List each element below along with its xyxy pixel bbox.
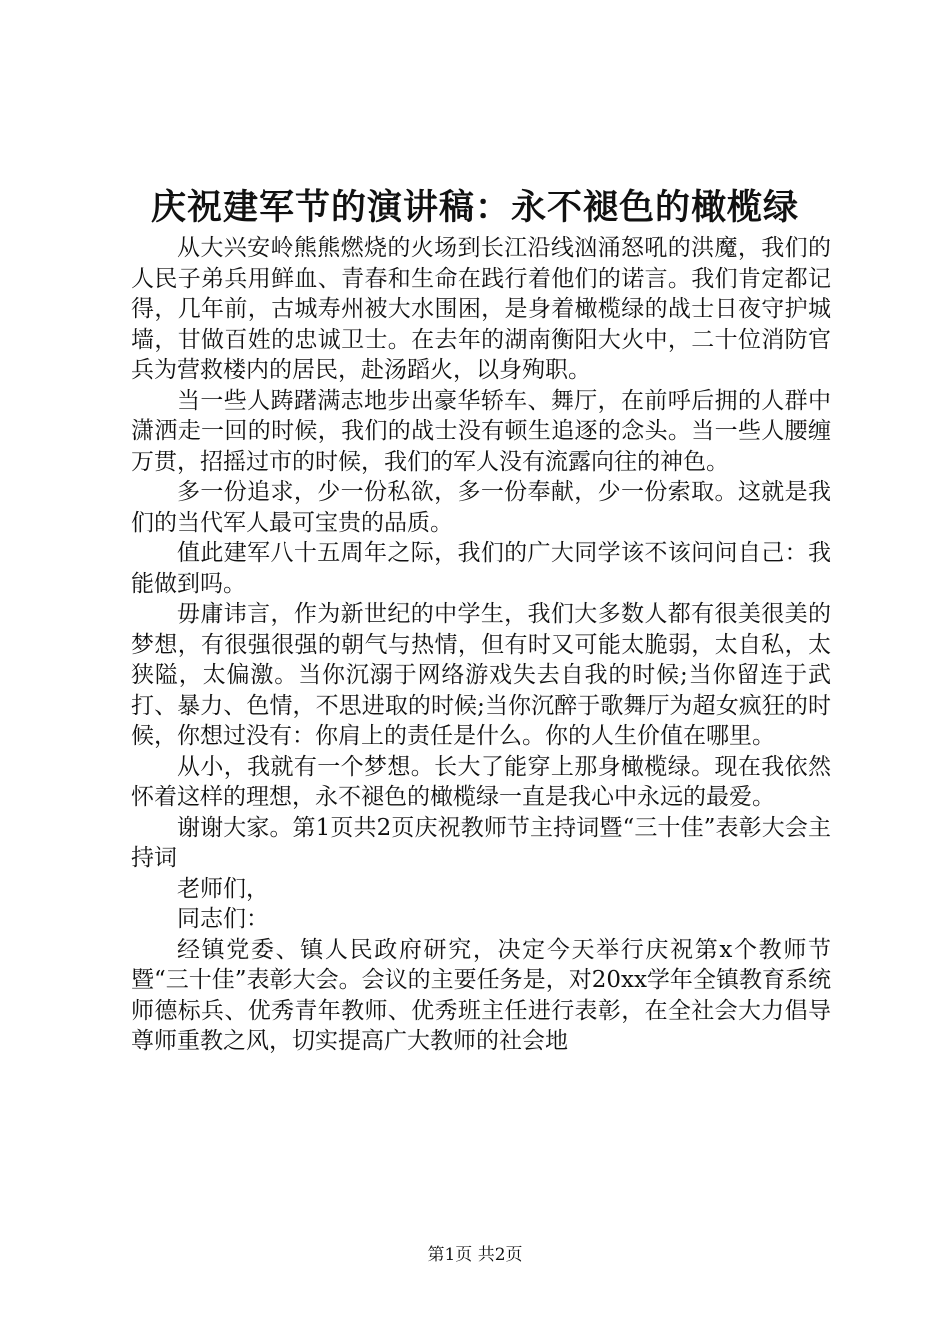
paragraph-7: 谢谢大家。第1页共2页庆祝教师节主持词暨“三十佳”表彰大会主持词 [131, 814, 831, 871]
paragraph-1: 从大兴安岭熊熊燃烧的火场到长江沿线汹涌怒吼的洪魔，我们的人民子弟兵用鲜血、青春和生命在践行着他们的诺言。我们肯定都记得，几年前，古城寿州被大水围困，是身着橄榄绿的战士日夜守护城墙，甘做百姓的忠诚卫士。在去年的湖南衡阳大火中，二十位消防官兵为营救楼内的居民，赴汤蹈火，以身殉职。 [131, 235, 831, 383]
document-body [131, 233, 831, 1057]
page-title: 庆祝建军节的演讲稿：永不褪色的橄榄绿 [150, 187, 799, 228]
greeting-teachers: 老师们， [177, 875, 269, 902]
greeting-comrades: 同志们： [177, 906, 269, 932]
paragraph-10: 经镇党委、镇人民政府研究，决定今天举行庆祝第x个教师节暨“三十佳”表彰大会。会议的主要任务是，对20xx学年全镇教育系统师德标兵、优秀青年教师、优秀班主任进行表彰，在全社会大力倡导尊师重教之风，切实提高广大教师的社会地 [131, 936, 831, 1054]
paragraph-3: 多一份追求，少一份私欲，多一份奉献，少一份索取。这就是我们的当代军人最可宝贵的品质。 [131, 479, 831, 536]
paragraph-5: 毋庸讳言，作为新世纪的中学生，我们大多数人都有很美很美的梦想，有很强很强的朝气与热情，但有时又可能太脆弱，太自私，太狭隘，太偏激。当你沉溺于网络游戏失去自我的时候;当你留连于武打、暴力、色情，不思进取的时候;当你沉醉于歌舞厅为超女疯狂的时候，你想过没有：你肩上的责任是什么。你的人生价值在哪里。 [131, 601, 831, 749]
paragraph-4: 值此建军八十五周年之际，我们的广大同学该不该问问自己：我能做到吗。 [131, 540, 831, 597]
page-footer: 第1页 共2页 [427, 1245, 523, 1265]
paragraph-2: 当一些人踌躇满志地步出豪华轿车、舞厅，在前呼后拥的人群中潇洒走一回的时候，我们的战士没有顿生追逐的念头。当一些人腰缠万贯，招摇过市的时候，我们的军人没有流露向往的神色。 [131, 387, 831, 475]
paragraph-6: 从小，我就有一个梦想。长大了能穿上那身橄榄绿。现在我依然怀着这样的理想，永不褪色的橄榄绿一直是我心中永远的最爱。 [131, 753, 831, 810]
